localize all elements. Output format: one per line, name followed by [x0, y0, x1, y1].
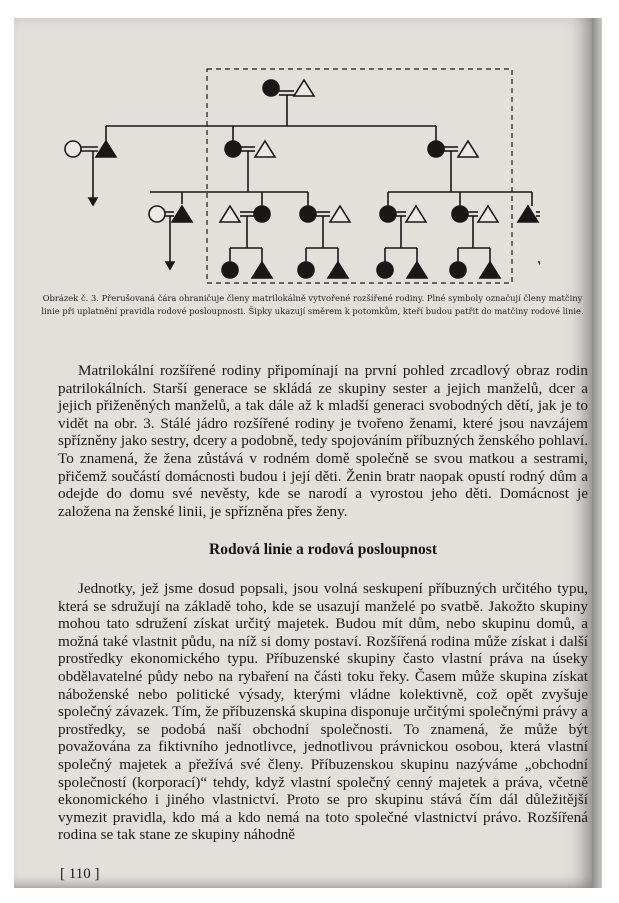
male-open-symbol [330, 206, 350, 222]
female-filled-symbol [428, 141, 444, 157]
female-filled-symbol [225, 141, 241, 157]
female-filled-symbol [300, 206, 316, 222]
male-open-symbol [294, 80, 314, 96]
male-open-symbol [406, 206, 426, 222]
section-heading: Rodová linie a rodová posloupnost [209, 541, 437, 558]
male-filled-symbol [518, 206, 538, 222]
male-filled-symbol [480, 262, 500, 278]
female-filled-symbol [254, 206, 270, 222]
page-edge-shadow [592, 18, 602, 888]
descent-arrow [89, 198, 97, 205]
female-filled-symbol [450, 262, 466, 278]
male-filled-symbol [96, 141, 116, 157]
female-filled-symbol [377, 262, 393, 278]
male-filled-symbol [407, 262, 427, 278]
body-paragraph-1: Matrilokální rozšířené rodiny připomínají na první pohled zrcadlový obraz rodin patrilokálních. Starší generace se skládá ze skupiny sester a jejich manželů, dcer a jejich přiženěných manželů, a tak dále až k mladší generaci svobodných dětí, jak je to vidět na obr. 3. Stálé jádro rozšířené rodiny je tvořeno ženami, které jsou navzájem spřízněny jako sestry, dcery a podobně, tedy spojováním příbuzných ženského pohlaví. To znamená, že žena zůstává v rodném domě společně se svou matkou a sestrami, přičemž součástí domácnosti budou i její děti. Ženin bratr naopak opustí rodný dům a odejde do domu své nevěsty, kde se narodí a vyrostou jeho děti. Domácnost je založena na ženské linii, je spřízněna přes ženy. [58, 362, 588, 520]
female-filled-symbol [263, 80, 279, 96]
extended-family-boundary [207, 69, 512, 283]
female-open-symbol [65, 141, 81, 157]
male-filled-symbol [252, 262, 272, 278]
figure-caption: Obrázek č. 3. Přerušovaná čára ohraničuje členy matrilokálně vytvořené rozšířené rodiny. Plné symboly označují členy matčiny linie při uplatnění pravidla rodové posloupnosti. Šipky ukazují směrem k potomkům, kteří budou patřit do matčiny rodové linie. [41, 293, 584, 316]
male-open-symbol [478, 206, 498, 222]
body-paragraph-2: Jednotky, jež jsme dosud popsali, jsou volná seskupení příbuzných určitého typu, která se sdružují na základě toho, kde se usazují manželé po svatbě. Jakožto skupiny mohou tato sdružení získat určitý majetek. Budou mít dům, nebo skupinu domů, a možná také vlastnit půdu, na níž si domy postaví. Rozšířená rodina může získat i další prostředky ekonomického typu. Příbuzenské skupiny často vlastní práva na úseky obdělavatelné půdy nebo na rybaření na části toku řeky. Časem může skupina získat náboženské nebo politické výsady, kterými vládne kolektivně, což opět zvyšuje společný závazek. Tím, že příbuzenská skupina disponuje určitými společnými právy a prostředky, se podobá naší obchodní společnosti. To znamená, že může být považována za fiktivního jednotlivce, jednotlivou právnickou osobou, která vlastní společný majetek a přežívá své členy. Příbuzenskou skupinu nazýváme „obchodní společností (korporací)“ tehdy, když vlastní společný cenný majetek a práva, včetně ekonomického i jiného vlastnictví. Proto se pro skupinu stává čím dál důležitější vymezit pravidla, kdo má a kdo nemá na toto společné vlastnictví právo. Rozšířená rodina se tak stane ze skupiny náhodně [58, 580, 588, 844]
descent-arrow [539, 262, 540, 269]
descent-arrow [166, 262, 174, 269]
kinship-diagram [40, 48, 540, 288]
female-filled-symbol [298, 262, 314, 278]
female-filled-symbol [452, 206, 468, 222]
female-filled-symbol [380, 206, 396, 222]
page-number: [ 110 ] [60, 866, 100, 882]
male-open-symbol [220, 206, 240, 222]
male-filled-symbol [328, 262, 348, 278]
female-open-symbol [149, 206, 165, 222]
male-filled-symbol [172, 206, 192, 222]
female-filled-symbol [222, 262, 238, 278]
male-open-symbol [458, 141, 478, 157]
male-open-symbol [255, 141, 275, 157]
